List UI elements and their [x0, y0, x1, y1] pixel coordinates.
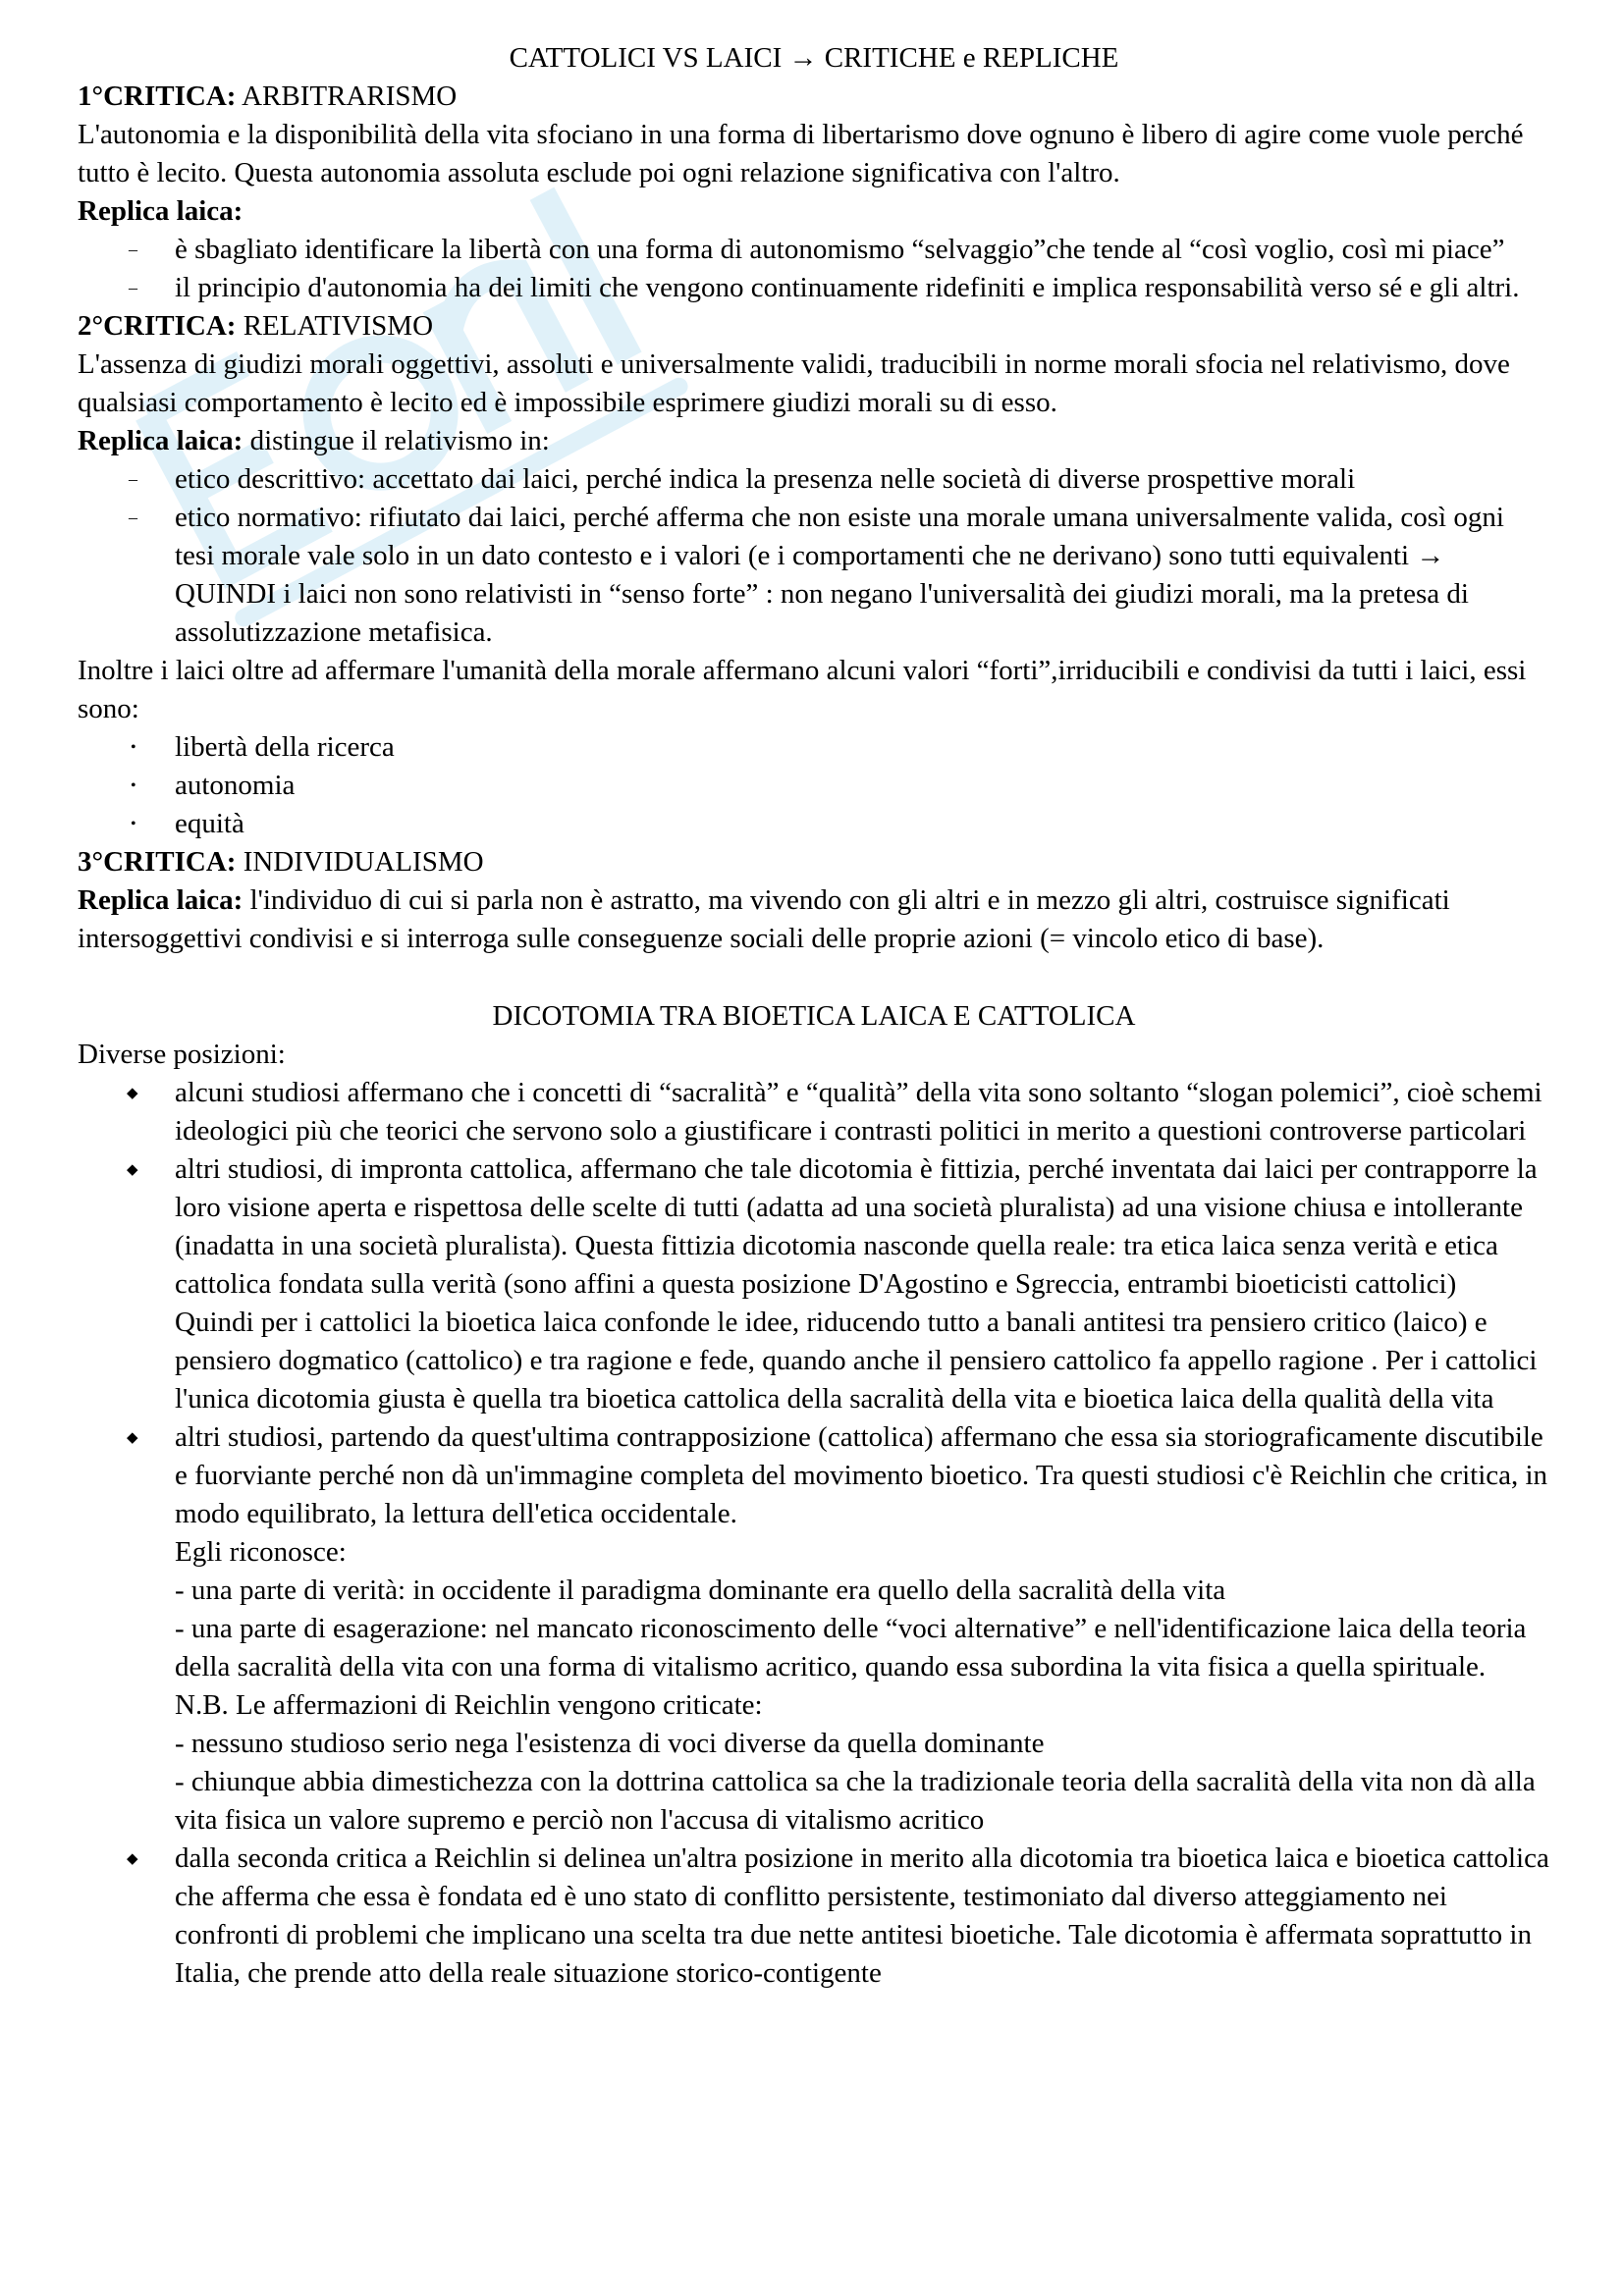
list-item: [78, 767, 1550, 805]
section-title-dicotomia: DICOTOMIA TRA BIOETICA LAICA E CATTOLICA: [492, 1000, 1136, 1032]
positions-list: [78, 1074, 1550, 1993]
replica-text: l'individuo di cui si parla non è astratto, ma vivendo con gli altri e in mezzo gli altri, costruisce significati intersoggettivi condivisi e si interroga sulle conseguenze sociali delle proprie azioni (= vincolo etico di base).: [78, 884, 1450, 954]
list-item-text: libertà della ricerca: [175, 731, 395, 763]
critica-2-body: L'assenza di giudizi morali oggettivi, assoluti e universalmente validi, traducibili in norme morali sfocia nel relativismo, dove qualsiasi comportamento è lecito ed è impossibile esprimere giudizi morali su di esso.: [78, 348, 1510, 418]
diverse-posizioni: Diverse posizioni:: [78, 1039, 286, 1070]
dash-bullet-icon: –: [129, 507, 137, 527]
list-item-text: Egli riconosce:: [175, 1536, 347, 1568]
list-item-text: alcuni studiosi affermano che i concetti di “sacralità” e “qualità” della vita sono soltanto “slogan polemici”, cioè schemi ideologici più che teorici che servono solo a giustificare i contrasti politici in merito a questioni controverse particolari: [175, 1077, 1542, 1147]
list-item-text: altri studiosi, di impronta cattolica, affermano che tale dicotomia è fittizia, perché inventata dai laici per contrapporre la loro visione aperta e rispettosa delle scelte di tutti (adatta ad una società pluralista) ad una visione chiusa e intollerante (inadatta in una società pluralista). Questa fittizia dicotomia nasconde quella reale: tra etica laica senza verità e etica cattolica fondata sulla verità (sono affini a questa posizione D'Agostino e Sgreccia, entrambi bioeticisti cattolici): [175, 1153, 1538, 1300]
diamond-bullet-icon: ◆: [127, 1162, 138, 1178]
list-item-text: il principio d'autonomia ha dei limiti che vengono continuamente ridefiniti e implica responsabilità verso sé e gli altri.: [175, 272, 1520, 303]
replica-label: Replica laica:: [78, 195, 243, 227]
list-item: [78, 805, 1550, 843]
list-item-text: - chiunque abbia dimestichezza con la dottrina cattolica sa che la tradizionale teoria della sacralità della vita non dà alla vita fisica un valore supremo e perciò non l'accusa di vitalismo acritico: [175, 1766, 1536, 1836]
critica-2-label: 2°CRITICA:: [78, 310, 237, 342]
list-item-text: - una parte di esagerazione: nel mancato riconoscimento delle “voci alternative” e nell'identificazione laica della teoria della sacralità della vita con una forma di vitalismo acritico, quando essa subordina la vita fisica a quella spirituale.: [175, 1613, 1527, 1682]
list-item: [78, 460, 1550, 499]
dot-bullet-icon: •: [131, 739, 136, 756]
diamond-bullet-icon: ◆: [127, 1086, 138, 1101]
dash-bullet-icon: –: [129, 469, 137, 489]
list-item: [78, 1840, 1550, 1993]
critica-3-name: INDIVIDUALISMO: [243, 846, 484, 878]
critica-2-inoltre: Inoltre i laici oltre ad affermare l'umanità della morale affermano alcuni valori “forti”,irriducibili e condivisi da tutti i laici, essi sono:: [78, 655, 1527, 724]
list-item: [78, 231, 1550, 269]
dot-bullet-icon: •: [131, 777, 136, 794]
list-item-text: N.B. Le affermazioni di Reichlin vengono criticate:: [175, 1689, 763, 1721]
critica-1-heading: [78, 78, 1550, 116]
dash-bullet-icon: –: [129, 278, 137, 297]
critica-1-label: 1°CRITICA:: [78, 80, 237, 112]
critica-1-replica-heading: [78, 192, 1550, 231]
list-item-text: etico descrittivo: accettato dai laici, perché indica la presenza nelle società di diverse prospettive morali: [175, 463, 1356, 495]
replica-label: Replica laica:: [78, 425, 243, 456]
list-item-text: dalla seconda critica a Reichlin si delinea un'altra posizione in merito alla dicotomia tra bioetica laica e bioetica cattolica che afferma che essa è fondata ed è uno stato di conflitto persistente, testimoniato dal diverso atteggiamento nei confronti di problemi che implicano una scelta tra due nette antitesi bioetiche. Tale dicotomia è affermata soprattutto in Italia, che prende atto della reale situazione storico-contigente: [175, 1842, 1549, 1989]
list-item-text: equità: [175, 808, 244, 839]
critica-3-heading: [78, 843, 1550, 881]
critica-1-body: L'autonomia e la disponibilità della vita sfociano in una forma di libertarismo dove ognuno è libero di agire come vuole perché tutto è lecito. Questa autonomia assoluta esclude poi ogni relazione significativa con l'altro.: [78, 119, 1524, 188]
critica-2-replica: [78, 422, 1550, 460]
list-item-text: Quindi per i cattolici la bioetica laica confonde le idee, riducendo tutto a banali antitesi tra pensiero critico (laico) e pensiero dogmatico (cattolico) e tra ragione e fede, quando anche il pensiero cattolico fa appello ragione . Per i cattolici l'unica dicotomia giusta è quella tra bioetica cattolica della sacralità della vita e bioetica laica della qualità della vita: [175, 1307, 1538, 1415]
replica-label: Replica laica:: [78, 884, 243, 916]
values-list: [78, 728, 1550, 843]
critica-1-replica-list: [78, 231, 1550, 307]
dash-bullet-icon: –: [129, 240, 137, 259]
list-item: [78, 499, 1550, 652]
critica-2-heading: [78, 307, 1550, 346]
list-item: [78, 1150, 1550, 1418]
replica-text: distingue il relativismo in:: [249, 425, 550, 456]
diamond-bullet-icon: ◆: [127, 1430, 138, 1446]
critica-2-name: RELATIVISMO: [243, 310, 434, 342]
list-item-text: è sbagliato identificare la libertà con una forma di autonomismo “selvaggio”che tende al “così voglio, così mi piace”: [175, 234, 1505, 265]
section-title-critiche: CATTOLICI VS LAICI → CRITICHE e REPLICHE: [509, 42, 1119, 74]
list-item: [78, 1418, 1550, 1840]
critica-1-name: ARBITRARISMO: [242, 80, 458, 112]
diamond-bullet-icon: ◆: [127, 1851, 138, 1867]
list-item: [78, 269, 1550, 307]
document-content: [78, 39, 1550, 1993]
list-item-text: - nessuno studioso serio nega l'esistenza di voci diverse da quella dominante: [175, 1728, 1045, 1759]
critica-2-replica-list: [78, 460, 1550, 652]
list-item: [78, 728, 1550, 767]
list-item-text: autonomia: [175, 770, 296, 801]
list-item-text: etico normativo: rifiutato dai laici, perché afferma che non esiste una morale umana universalmente valida, così ogni tesi morale vale solo in un dato contesto e i valori (e i comportamenti che ne derivano) sono tutti equivalenti → QUINDI i laici non sono relativisti in “senso forte” : non negano l'universalità dei giudizi morali, ma la pretesa di assolutizzazione metafisica.: [175, 502, 1504, 648]
list-item-text: altri studiosi, partendo da quest'ultima contrapposizione (cattolica) affermano che essa sia storiograficamente discutibile e fuorviante perché non dà un'immagine completa del movimento bioetico. Tra questi studiosi c'è Reichlin che critica, in modo equilibrato, la lettura dell'etica occidentale.: [175, 1421, 1548, 1529]
critica-3-label: 3°CRITICA:: [78, 846, 237, 878]
list-item: [78, 1074, 1550, 1150]
list-item-text: - una parte di verità: in occidente il paradigma dominante era quello della sacralità della vita: [175, 1575, 1226, 1606]
critica-3-replica: [78, 881, 1550, 958]
dot-bullet-icon: •: [131, 816, 136, 832]
